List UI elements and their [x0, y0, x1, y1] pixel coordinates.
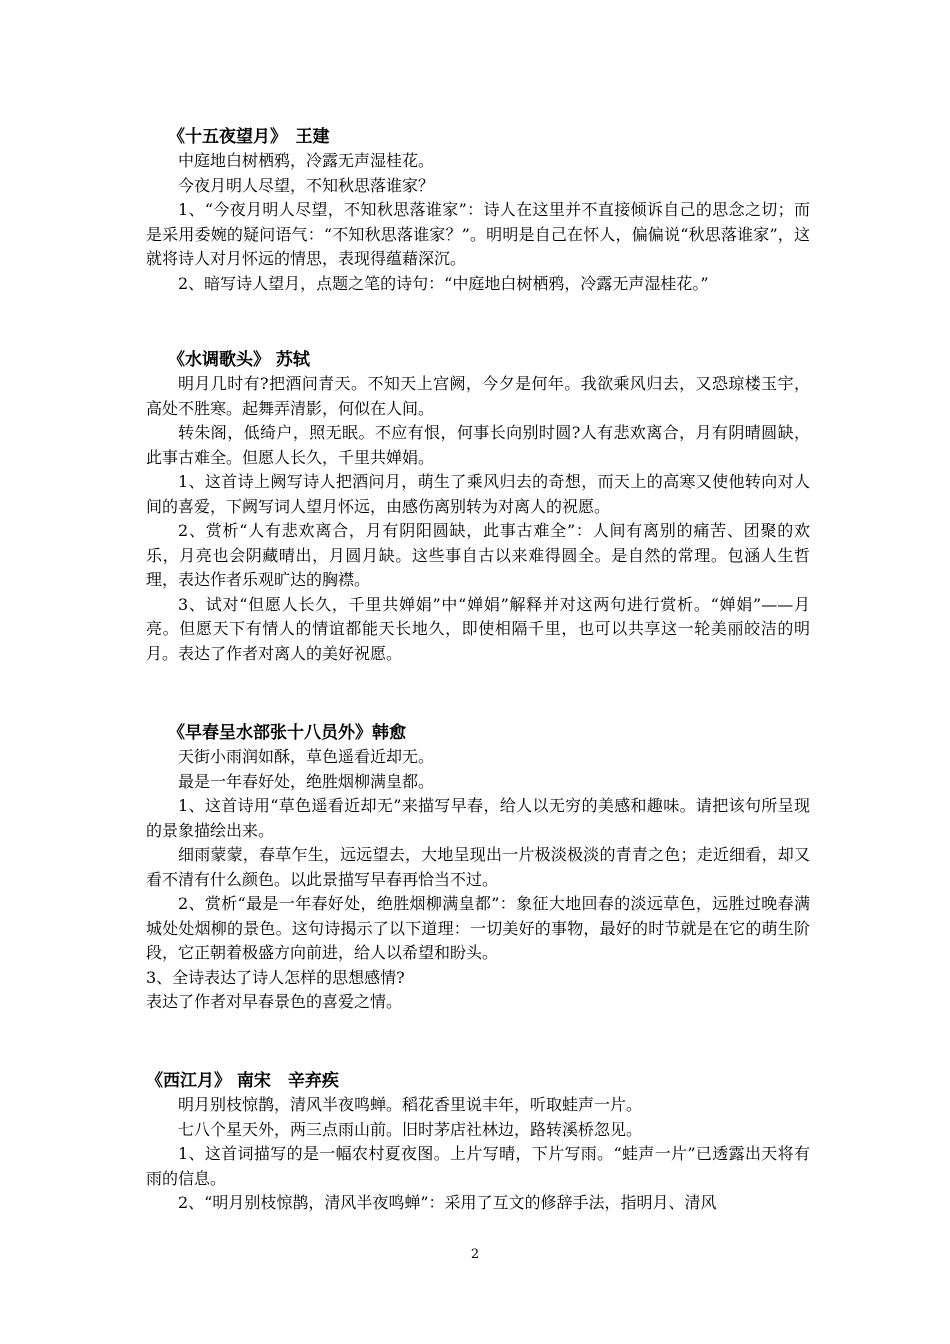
page-number: 2 — [470, 1247, 480, 1262]
poem-line: 中庭地白树栖鸦，冷露无声湿桂花。 — [178, 151, 435, 170]
poem-line: 最是一年春好处，绝胜烟柳满皇都。 — [178, 771, 435, 791]
poem-line: 七八个星天外，两三点雨山前。旧时茅店社林边，路转溪桥忽见。 — [178, 1119, 643, 1139]
answer-paragraph: 表达了作者对早春景色的喜爱之情。 — [146, 992, 403, 1011]
poem-line: 天街小雨润如酥，草色遥看近却无。 — [178, 747, 435, 766]
analysis-paragraph: 2、暗写诗人望月，点题之笔的诗句：“中庭地白树栖鸦，冷露无声湿桂花。” — [178, 273, 709, 293]
analysis-paragraph: 1、这首诗用“草色遥看近却无”来描写早春，给人以无穷的美感和趣味。请把该句所呈现的景象描绘出来。 — [146, 796, 810, 840]
section-title: 《西江月》 南宋 辛弃疾 — [146, 1071, 339, 1091]
poem-paragraph: 转朱阁，低绮户，照无眠。不应有恨，何事长向别时圆?人有悲欢离合，月有阴晴圆缺，此事古难全。但愿人长久，千里共婵娟。 — [146, 423, 810, 467]
analysis-paragraph: 2、赏析“最是一年春好处，绝胜烟柳满皇都”：象征大地回春的淡远草色，远胜过晚春满城处处烟柳的景色。这句诗揭示了以下道理：一切美好的事物，最好的时节就是在它的萌生阶段，它正朝着极盛方向前进，给人以希望和盼头。 — [146, 894, 810, 962]
section-shiwuye-wangyue — [146, 125, 810, 296]
analysis-paragraph: 1、“今夜月明人尽望，不知秋思落谁家”：诗人在这里并不直接倾诉自己的思念之切；而是采用委婉的疑问语气：“不知秋思落谁家？”。明明是自己在怀人，偏偏说“秋思落谁家”，这就将诗人对月怀远的情思，表现得蕴藉深沉。 — [146, 200, 810, 268]
poem-line: 明月别枝惊鹊，清风半夜鸣蝉。稻花香里说丰年，听取蛙声一片。 — [178, 1095, 643, 1114]
analysis-paragraph: 3、试对“但愿人长久，千里共婵娟”中“婵娟”解释并对这两句进行赏析。“婵娟”——月亮。但愿天下有情人的情谊都能天长地久，即使相隔千里，也可以共享这一轮美丽皎洁的明月。表达了作者对离人的美好祝愿。 — [146, 594, 810, 663]
analysis-paragraph: 细雨蒙蒙，春草乍生，远远望去，大地呈现出一片极淡极淡的青青之色；走近细看，却又看不清有什么颜色。以此景描写早春再恰当不过。 — [146, 845, 810, 889]
section-title: 《十五夜望月》 王建 — [168, 127, 330, 147]
poem-paragraph: 明月几时有?把酒问青天。不知天上宫阙，今夕是何年。我欲乘风归去，又恐琼楼玉宇，高处不胜寒。起舞弄清影，何似在人间。 — [146, 374, 810, 418]
poem-line: 今夜月明人尽望，不知秋思落谁家？ — [178, 175, 435, 195]
section-title: 《水调歌头》 苏轼 — [168, 350, 310, 370]
section-title: 《早春呈水部张十八员外》韩愈 — [168, 723, 406, 743]
analysis-paragraph: 2、赏析“人有悲欢离合，月有阴阳圆缺，此事古难全”：人间有离别的痛苦、团聚的欢乐，月亮也会阴藏晴出，月圆月缺。这些事自古以来难得圆全。是自然的常理。包涵人生哲理，表达作者乐观旷达的胸襟。 — [146, 521, 810, 589]
section-xijiangyue — [146, 1069, 810, 1216]
analysis-paragraph: 1、这首诗上阙写诗人把酒问月，萌生了乘风归去的奇想，而天上的高寒又使他转向对人间的喜爱，下阙写词人望月怀远，由感伤离别转为对离人的祝愿。 — [146, 472, 810, 516]
question-paragraph: 3、全诗表达了诗人怎样的思想感情? — [146, 967, 405, 987]
analysis-paragraph: 1、这首词描写的是一幅农村夏夜图。上片写晴，下片写雨。“蛙声一片”已透露出天将有雨的信息。 — [146, 1144, 810, 1188]
section-zaochun — [146, 721, 810, 1015]
analysis-paragraph: 2、“明月别枝惊鹊，清风半夜鸣蝉”：采用了互文的修辞手法，指明月、清风 — [178, 1193, 717, 1212]
section-shuidiao-getou — [146, 348, 810, 666]
